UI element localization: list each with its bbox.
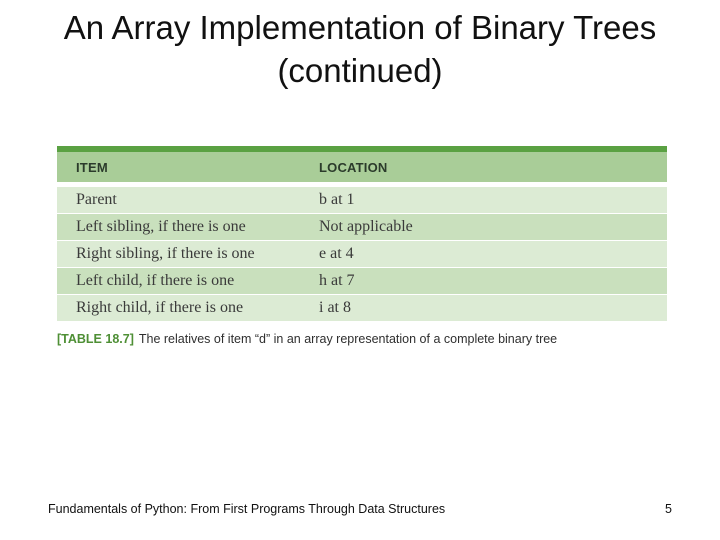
table-row <box>57 214 667 241</box>
page-number: 5 <box>665 502 672 516</box>
row-item: Right child, if there is one <box>76 299 244 316</box>
relatives-table <box>57 146 667 322</box>
table-header-row <box>57 152 667 184</box>
row-item: Left child, if there is one <box>76 272 235 289</box>
header-item: ITEM <box>76 159 108 175</box>
table-caption-tag: [TABLE 18.7] <box>57 332 134 346</box>
row-location: b at 1 <box>319 191 355 208</box>
table-row <box>57 295 667 322</box>
row-item: Left sibling, if there is one <box>76 218 246 235</box>
header-location: LOCATION <box>319 159 388 175</box>
row-location: e at 4 <box>319 245 354 262</box>
slide-title: An Array Implementation of Binary Trees (continued) <box>63 9 657 89</box>
row-item: Parent <box>76 191 117 208</box>
table-row <box>57 241 667 268</box>
table-row <box>57 187 667 214</box>
table-caption <box>57 332 677 346</box>
table-caption-text: The relatives of item “d” in an array representation of a complete binary tree <box>138 332 558 346</box>
row-location: i at 8 <box>319 299 351 316</box>
footer-text: Fundamentals of Python: From First Programs Through Data Structures <box>48 502 446 516</box>
row-location: h at 7 <box>319 272 355 289</box>
row-location: Not applicable <box>319 218 413 235</box>
row-item: Right sibling, if there is one <box>76 245 255 262</box>
table-row <box>57 268 667 295</box>
